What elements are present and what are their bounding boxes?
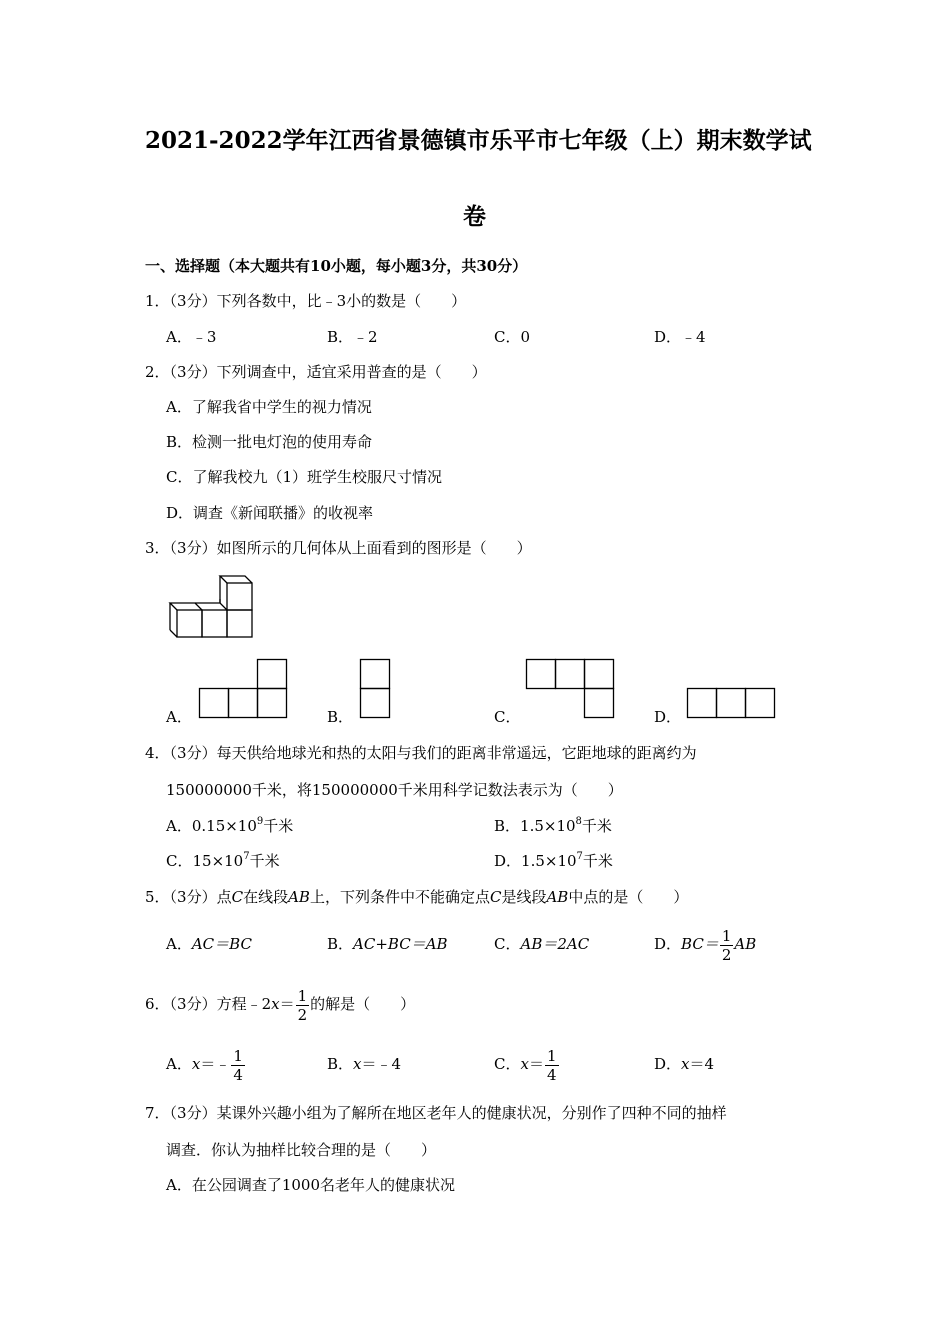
option-d-exponent: 7 bbox=[576, 851, 583, 862]
segment-ab: AB bbox=[546, 888, 569, 906]
variable-x: x bbox=[520, 1055, 529, 1073]
question-4-option-a bbox=[166, 816, 293, 836]
fraction-denominator: 4 bbox=[546, 1065, 557, 1084]
option-b-unit: 千米 bbox=[581, 817, 612, 835]
fraction-numerator: 1 bbox=[546, 1046, 557, 1065]
option-label: B． bbox=[327, 1055, 354, 1073]
question-5-option-a bbox=[166, 934, 252, 954]
fraction-denominator: 2 bbox=[721, 945, 732, 964]
question-7-stem-line1: 7．（3分）某课外兴趣小组为了解所在地区老年人的健康状况，分别作了四种不同的抽样 bbox=[145, 1104, 727, 1122]
question-5-option-c bbox=[494, 934, 589, 954]
question-5-option-d bbox=[654, 922, 756, 966]
variable-x: x bbox=[191, 1055, 201, 1073]
option-math: AC＝BC bbox=[191, 935, 252, 953]
option-math: BC＝ bbox=[681, 935, 719, 953]
question-6-option-c bbox=[494, 1042, 560, 1086]
option-b-exponent: 8 bbox=[575, 816, 582, 827]
question-3-stem: 3．（3分）如图所示的几何体从上面看到的图形是（ ） bbox=[145, 539, 532, 557]
question-4-option-c bbox=[166, 851, 280, 871]
question-4-option-b bbox=[494, 816, 612, 836]
question-6-option-b bbox=[327, 1054, 401, 1074]
option-label: C． bbox=[494, 1055, 521, 1073]
solid-figure bbox=[165, 572, 260, 642]
stem-part: 中点的是（ ） bbox=[568, 888, 689, 906]
question-5-option-b bbox=[327, 934, 448, 954]
question-1-option-c: C．0 bbox=[494, 328, 531, 346]
stem-part: 在线段 bbox=[243, 888, 289, 906]
stem-part: 的解是（ ） bbox=[310, 995, 416, 1013]
question-4-option-d bbox=[494, 851, 613, 871]
stem-part: 5．（3分）点 bbox=[145, 888, 232, 906]
question-6-option-d bbox=[654, 1054, 714, 1074]
option-math: AB＝2AC bbox=[520, 935, 590, 953]
option-equation: ＝ bbox=[528, 1055, 544, 1073]
question-1-stem: 1．（3分）下列各数中，比﹣3小的数是（ ） bbox=[145, 292, 467, 310]
option-c-exponent: 7 bbox=[243, 851, 250, 862]
question-1-option-b: B．﹣2 bbox=[327, 328, 378, 346]
stem-part: 6．（3分）方程﹣2 bbox=[145, 995, 272, 1013]
option-label: A． bbox=[166, 935, 192, 953]
question-3-option-a: A． bbox=[166, 708, 192, 726]
question-3-option-d: D． bbox=[654, 708, 682, 726]
question-4-stem-line1: 4．（3分）每天供给地球光和热的太阳与我们的距离非常遥远，它距地球的距离约为 bbox=[145, 744, 697, 762]
fraction-denominator: 2 bbox=[297, 1005, 308, 1024]
option-label: D． bbox=[654, 1055, 682, 1073]
option-equation: ＝﹣ bbox=[200, 1055, 231, 1073]
fraction-numerator: 1 bbox=[233, 1046, 243, 1065]
segment-ab: AB bbox=[288, 888, 310, 906]
option-d-base: D．1.5×10 bbox=[494, 852, 577, 870]
option-c-unit: 千米 bbox=[249, 852, 280, 870]
question-1-option-d: D．﹣4 bbox=[654, 328, 706, 346]
fraction-numerator: 1 bbox=[297, 986, 308, 1005]
option-equation: ＝4 bbox=[689, 1055, 715, 1073]
page-title: 2021-2022学年江西省景德镇市乐平市七年级（上）期末数学试 bbox=[145, 127, 812, 154]
question-4-stem-line2: 150000000千米，将150000000千米用科学记数法表示为（ ） bbox=[166, 781, 623, 799]
stem-part: 是线段 bbox=[501, 888, 547, 906]
question-7-stem-line2: 调查．你认为抽样比较合理的是（ ） bbox=[166, 1141, 437, 1159]
section-heading: 一、选择题（本大题共有10小题，每小题3分，共30分） bbox=[145, 257, 528, 275]
option-label: C． bbox=[494, 935, 521, 953]
option-b-base: B．1.5×10 bbox=[494, 817, 576, 835]
option-math-tail: AB bbox=[734, 935, 757, 953]
stem-part: 上，下列条件中不能确定点 bbox=[309, 888, 490, 906]
option-a-figure bbox=[199, 658, 287, 719]
option-math: AC+BC＝AB bbox=[353, 935, 448, 953]
question-1-option-a: A．﹣3 bbox=[166, 328, 217, 346]
fraction bbox=[545, 1047, 559, 1084]
stem-part: ＝ bbox=[279, 995, 295, 1013]
question-2-stem: 2．（3分）下列调查中，适宜采用普查的是（ ） bbox=[145, 363, 487, 381]
fraction-denominator: 4 bbox=[233, 1065, 243, 1084]
question-2-option-a: A．了解我省中学生的视力情况 bbox=[166, 398, 372, 416]
point-c: C bbox=[489, 888, 502, 906]
option-label: B． bbox=[327, 935, 354, 953]
option-d-unit: 千米 bbox=[582, 852, 613, 870]
fraction bbox=[296, 987, 310, 1024]
option-b-figure bbox=[360, 658, 391, 719]
page-title-continued: 卷 bbox=[463, 203, 486, 230]
question-3-option-b: B． bbox=[327, 708, 354, 726]
question-5-stem bbox=[145, 887, 688, 907]
question-6-option-a bbox=[166, 1042, 246, 1086]
point-c: C bbox=[231, 888, 244, 906]
question-6-stem bbox=[145, 982, 415, 1026]
option-label: A． bbox=[166, 1055, 192, 1073]
question-2-option-c: C．了解我校九（1）班学生校服尺寸情况 bbox=[166, 468, 443, 486]
question-2-option-d: D．调查《新闻联播》的收视率 bbox=[166, 504, 374, 522]
variable-x: x bbox=[681, 1055, 690, 1073]
option-a-unit: 千米 bbox=[263, 817, 294, 835]
variable-x: x bbox=[353, 1055, 362, 1073]
option-label: D． bbox=[654, 935, 682, 953]
fraction bbox=[231, 1047, 245, 1084]
option-c-figure bbox=[526, 658, 615, 719]
option-equation: ＝﹣4 bbox=[361, 1055, 402, 1073]
option-a-exponent: 9 bbox=[256, 816, 264, 827]
question-2-option-b: B．检测一批电灯泡的使用寿命 bbox=[166, 433, 373, 451]
fraction bbox=[720, 927, 734, 964]
question-3-option-c: C． bbox=[494, 708, 521, 726]
option-a-base: A．0.15×10 bbox=[166, 817, 257, 835]
variable-x: x bbox=[271, 995, 280, 1013]
fraction-numerator: 1 bbox=[721, 926, 732, 945]
question-7-option-a: A．在公园调查了1000名老年人的健康状况 bbox=[166, 1176, 456, 1194]
option-c-base: C．15×10 bbox=[166, 852, 244, 870]
option-d-figure bbox=[687, 687, 776, 719]
